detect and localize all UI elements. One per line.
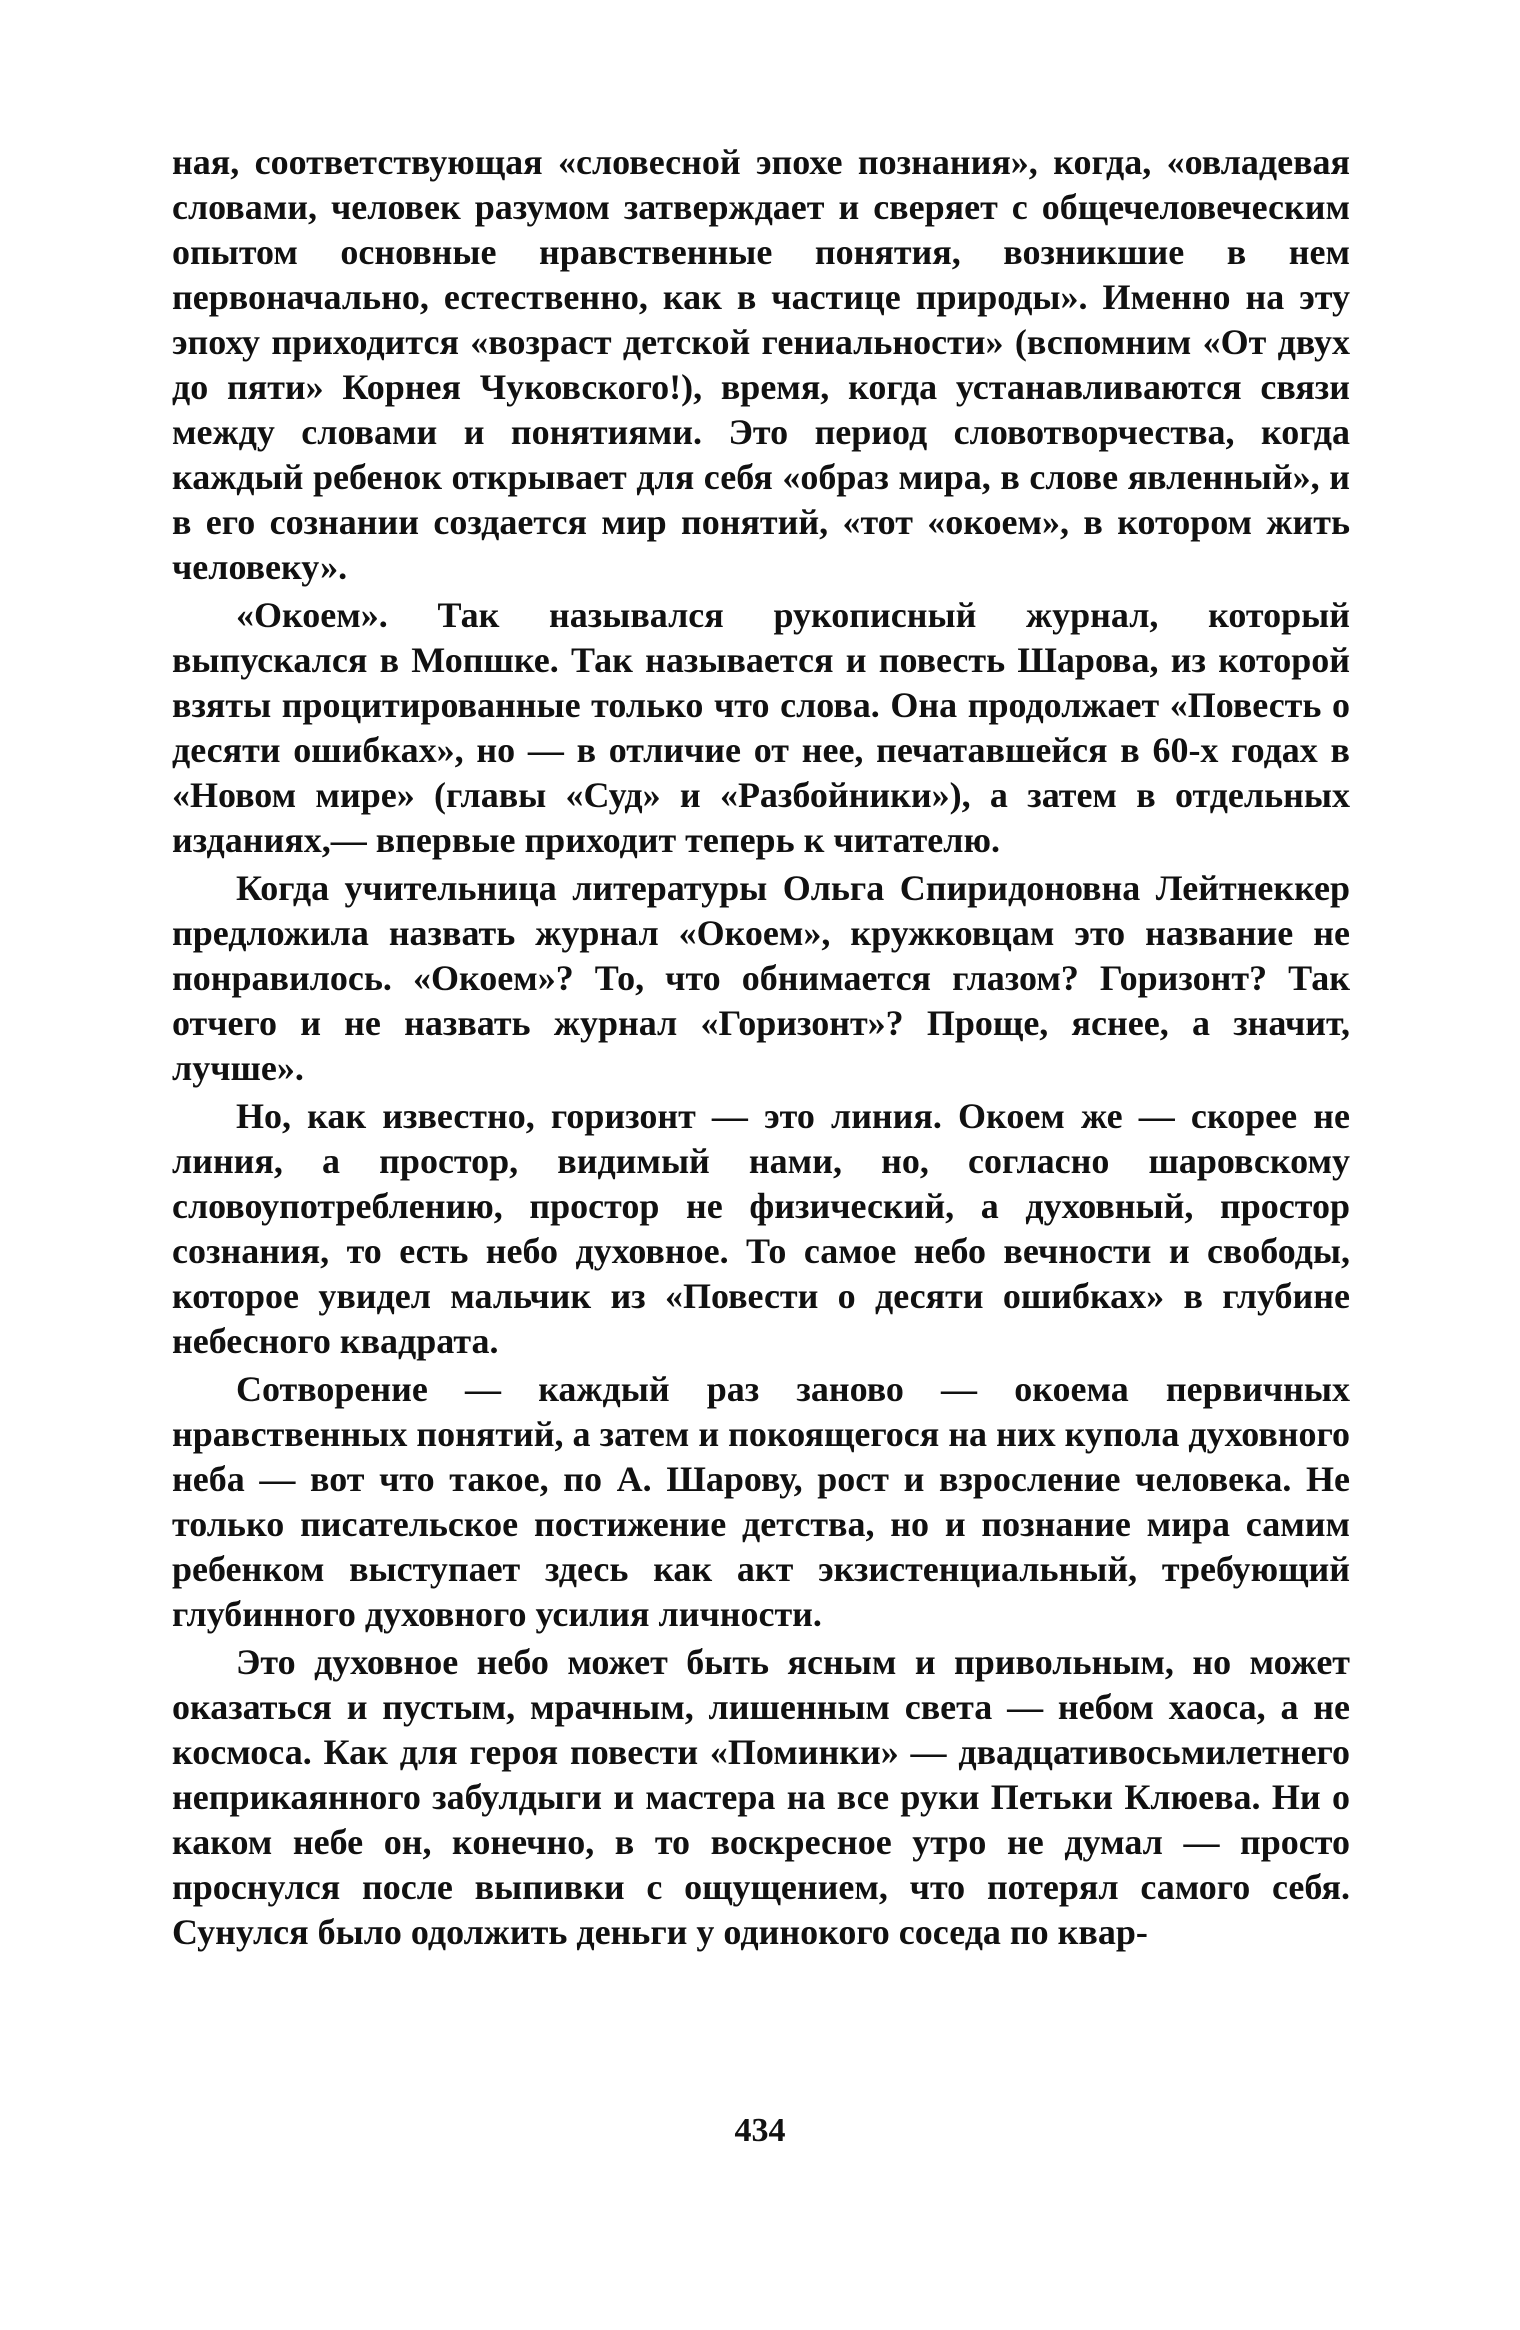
page-body — [172, 140, 1350, 1955]
paragraph-horizon-line: Но, как известно, горизонт — это линия. Окоем же — скорее не линия, а простор, видимый нами, но, согласно шаровскому словоупотреблению, простор не физический, а духовный, простор сознания, то есть небо духовное. То самое небо вечности и свободы, которое увидел мальчик из «Повести о десяти ошибках» в глубине небесного квадрата. — [172, 1096, 1350, 1361]
paragraph-okoem-journal: «Окоем». Так назывался рукописный журнал, который выпускался в Мопшке. Так называется и повесть Шарова, из которой взяты процитированные только что слова. Она продолжает «Повесть о десяти ошибках», но — в отличие от нее, печатавшейся в 60-х годах в «Новом мире» (главы «Суд» и «Разбойники»), а затем в отдельных изданиях,— впервые приходит теперь к читателю. — [172, 595, 1350, 860]
paragraph-spiritual-sky: Это духовное небо может быть ясным и привольным, но может оказаться и пустым, мрачным, лишенным света — небом хаоса, а не космоса. Как для героя повести «Поминки» — двадцативосьмилетнего неприкаянного забулдыги и мастера на все руки Петьки Клюева. Ни о каком небе он, конечно, в то воскресное утро не думал — просто проснулся после выпивки с ощущением, что потерял самого себя. Сунулся было одолжить деньги у одинокого соседа по квар- — [172, 1642, 1350, 1952]
paragraph-creation: Сотворение — каждый раз заново — окоема первичных нравственных понятий, а затем и покоящегося на них купола духовного неба — вот что такое, по А. Шарову, рост и взросление человека. Не только писательское постижение детства, но и познание мира самим ребенком выступает здесь как акт экзистенциальный, требующий глубинного духовного усилия личности. — [172, 1369, 1350, 1634]
page-number: 434 — [734, 2112, 786, 2149]
paragraph-teacher-proposal: Когда учительница литературы Ольга Спиридоновна Лейтнеккер предложила назвать журнал «Окоем», кружковцам это название не понравилось. «Окоем»? То, что обнимается глазом? Горизонт? Так отчего и не назвать журнал «Горизонт»? Проще, яснее, а значит, лучше». — [172, 868, 1350, 1088]
paragraph-continuation: ная, соответствующая «словесной эпохе познания», когда, «овладевая словами, человек разумом затверждает и сверяет с общечеловеческим опытом основные нравственные понятия, возникшие в нем первоначально, естественно, как в частице природы». Именно на эту эпоху приходится «возраст детской гениальности» (вспомним «От двух до пяти» Корнея Чуковского!), время, когда устанавливаются связи между словами и понятиями. Это период словотворчества, когда каждый ребенок открывает для себя «образ мира, в слове явленный», и в его сознании создается мир понятий, «тот «окоем», в котором жить человеку». — [172, 142, 1350, 587]
